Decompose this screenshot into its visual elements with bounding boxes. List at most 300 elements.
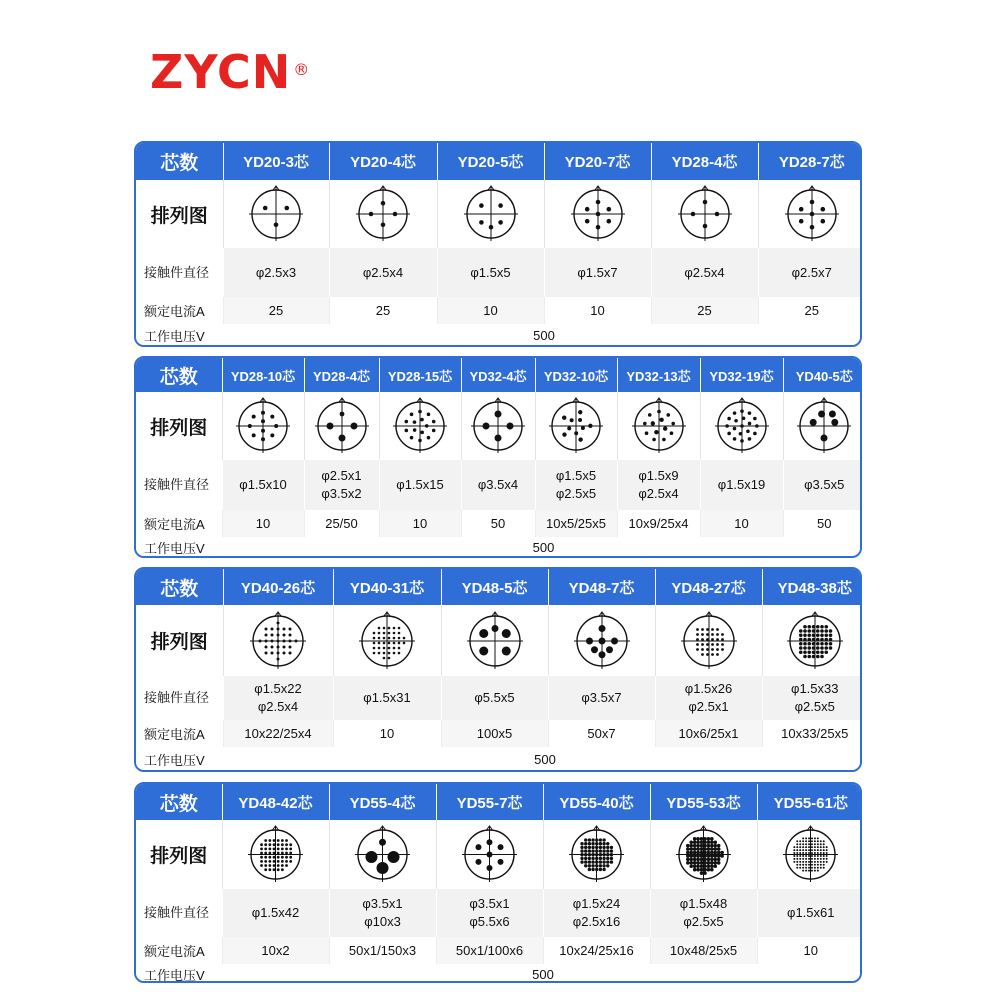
pin [383, 636, 386, 639]
pin [398, 631, 401, 634]
pin [802, 852, 804, 854]
pin [475, 844, 481, 850]
pin [591, 868, 594, 871]
pin [808, 843, 810, 845]
pin [823, 867, 825, 869]
pin [701, 653, 704, 656]
pin [283, 627, 286, 630]
pin [703, 858, 707, 862]
pin [817, 852, 819, 854]
pin [410, 436, 414, 440]
pin [696, 864, 700, 868]
pin [598, 651, 605, 658]
pin [755, 424, 759, 428]
pin [260, 856, 263, 859]
pin [713, 864, 717, 868]
contact-diameter [758, 248, 862, 297]
pin [808, 861, 810, 863]
pin [811, 646, 815, 650]
pin [686, 854, 690, 858]
pin [826, 849, 828, 851]
pin [799, 852, 801, 854]
pin [588, 857, 591, 860]
pin [403, 641, 406, 644]
pin [803, 641, 807, 645]
pin [599, 864, 602, 867]
pin [700, 840, 704, 844]
pin [707, 847, 711, 851]
pin [814, 849, 816, 851]
pin [599, 853, 602, 856]
pin [598, 637, 605, 644]
pin [799, 861, 801, 863]
pin [283, 645, 286, 648]
pin [817, 858, 819, 860]
pin [281, 847, 284, 850]
pin [816, 629, 820, 633]
diameter-value: φ1.5x48 [679, 896, 728, 911]
pin [611, 637, 618, 644]
pin [820, 840, 822, 842]
pin [588, 860, 591, 863]
contact-diameter [222, 460, 304, 510]
rated-current: 10x48/25x5 [650, 937, 757, 964]
rated-current: 10 [544, 297, 651, 324]
pin [588, 838, 591, 841]
pin [727, 417, 731, 421]
pin [588, 424, 592, 428]
pin [707, 861, 711, 865]
pin [281, 852, 284, 855]
pin [710, 854, 714, 858]
pin [271, 645, 274, 648]
pin [814, 861, 816, 863]
pin [686, 851, 690, 855]
pin [595, 838, 598, 841]
voltage-row [136, 964, 862, 983]
pin [814, 855, 816, 857]
pin [602, 838, 605, 841]
pin [716, 643, 719, 646]
spec-table-1 [134, 141, 862, 347]
pin [814, 840, 816, 842]
pin [289, 856, 292, 859]
rated-current: 10 [437, 297, 544, 324]
pin [643, 422, 647, 426]
pin [828, 637, 832, 641]
pin-layout-diagram [461, 392, 535, 460]
pin [799, 637, 803, 641]
pin [602, 864, 605, 867]
pin [713, 844, 717, 848]
pin [703, 861, 707, 865]
pin [595, 864, 598, 867]
pin [720, 851, 724, 855]
pin [289, 843, 292, 846]
pin [274, 223, 279, 228]
pin [693, 861, 697, 865]
pin [706, 653, 709, 656]
pin [734, 419, 738, 423]
pin [710, 868, 714, 872]
pin [427, 436, 431, 440]
pin [799, 633, 803, 637]
pin [283, 651, 286, 654]
pin-layout-diagram [700, 392, 783, 460]
pin [811, 852, 813, 854]
pin [711, 628, 714, 631]
pin [388, 646, 391, 649]
pin [805, 852, 807, 854]
pin [811, 650, 815, 654]
pin [808, 840, 810, 842]
contact-diameter [651, 248, 758, 297]
pin [802, 837, 804, 839]
pin [277, 860, 280, 863]
diameter-value: φ3.5x7 [581, 690, 622, 705]
pin [580, 849, 583, 852]
diameter-value: φ2.5x16 [572, 914, 621, 929]
spec-table-3 [134, 567, 862, 772]
pin [828, 646, 832, 650]
pin [811, 861, 813, 863]
pin [716, 648, 719, 651]
pin [393, 646, 396, 649]
pin [654, 430, 658, 434]
contact-diameter [783, 460, 862, 510]
pin [811, 629, 815, 633]
pin [811, 870, 813, 872]
pin [578, 437, 582, 441]
diameter-label: 接触件直径 [136, 248, 223, 297]
pin [562, 416, 566, 420]
pin [420, 418, 424, 422]
pin [591, 857, 594, 860]
pin [581, 426, 585, 430]
pin [591, 842, 594, 845]
pin [487, 865, 493, 871]
diameter-value: φ3.5x1 [362, 896, 403, 911]
pin [808, 864, 810, 866]
pin [420, 431, 424, 435]
pin [700, 854, 704, 858]
pin [487, 839, 493, 845]
current-row [136, 297, 862, 324]
pin [268, 852, 271, 855]
pin [610, 846, 613, 849]
pin [588, 853, 591, 856]
pin [283, 633, 286, 636]
model-name: YD40-31芯 [333, 569, 441, 605]
pin [826, 855, 828, 857]
pin [393, 651, 396, 654]
pin [277, 645, 280, 648]
pin [289, 852, 292, 855]
pin [824, 624, 828, 628]
pin [717, 847, 721, 851]
pin [574, 431, 578, 435]
pin [578, 418, 582, 422]
pin [820, 633, 824, 637]
pin [799, 646, 803, 650]
model-name: YD28-4芯 [651, 143, 758, 180]
pin [701, 648, 704, 651]
pin [584, 207, 589, 212]
pin [811, 633, 815, 637]
pin [713, 840, 717, 844]
rated-current: 10x33/25x5 [762, 720, 862, 747]
model-name: YD55-4芯 [329, 784, 436, 820]
pin [693, 868, 697, 872]
pin [747, 422, 751, 426]
pin [706, 638, 709, 641]
pin [809, 225, 814, 230]
pin [393, 626, 396, 629]
pin [289, 633, 292, 636]
pin [700, 864, 704, 868]
model-name: YD28-15芯 [379, 358, 461, 392]
pin [816, 633, 820, 637]
pin [277, 627, 280, 630]
pin [606, 219, 611, 224]
pin [820, 219, 825, 224]
contact-diameter [548, 676, 655, 720]
pin [799, 864, 801, 866]
pin [666, 413, 670, 417]
pin [381, 223, 386, 228]
pin [285, 847, 288, 850]
model-name: YD55-7芯 [436, 784, 543, 820]
pin [808, 858, 810, 860]
pin [700, 837, 704, 841]
pin [584, 838, 587, 841]
pin [814, 867, 816, 869]
pin [717, 861, 721, 865]
pin [277, 651, 280, 654]
pin [584, 846, 587, 849]
current-label: 额定电流A [136, 720, 223, 747]
layout-label: 排列图 [136, 605, 223, 676]
cores-label: 芯数 [136, 569, 223, 605]
model-name: YD55-53芯 [650, 784, 757, 820]
contact-diameter [617, 460, 700, 510]
pin [378, 641, 381, 644]
pin [797, 852, 799, 854]
pin [350, 423, 357, 430]
pin [383, 641, 386, 644]
diameter-value: φ3.5x1 [469, 896, 510, 911]
pin [808, 837, 810, 839]
pin [689, 864, 693, 868]
pin [588, 842, 591, 845]
pin [820, 654, 824, 658]
header-row [136, 358, 862, 392]
pin [285, 839, 288, 842]
pin [584, 219, 589, 224]
cores-label: 芯数 [136, 358, 222, 392]
pin [584, 860, 587, 863]
pin [289, 847, 292, 850]
pin [794, 852, 796, 854]
pin [277, 856, 280, 859]
pin-layout-diagram [783, 392, 862, 460]
pin [711, 653, 714, 656]
pin [686, 847, 690, 851]
pin [339, 412, 344, 417]
pin [693, 844, 697, 848]
pin [716, 653, 719, 656]
pin [289, 645, 292, 648]
pin [277, 868, 280, 871]
pin [820, 650, 824, 654]
pin [811, 867, 813, 869]
pin [388, 631, 391, 634]
pin [738, 432, 742, 436]
pin-layout-diagram [535, 392, 617, 460]
pin [289, 860, 292, 863]
model-name: YD48-27芯 [655, 569, 762, 605]
pin [602, 853, 605, 856]
pin [652, 438, 656, 442]
pin-layout-diagram [543, 820, 650, 889]
pin [824, 637, 828, 641]
pin [425, 424, 429, 428]
pin [584, 857, 587, 860]
pin [277, 839, 280, 842]
pin [277, 633, 280, 636]
pin [716, 638, 719, 641]
pin [285, 852, 288, 855]
pin [644, 431, 648, 435]
pin [710, 864, 714, 868]
contact-diameter [543, 889, 650, 937]
pin [703, 868, 707, 872]
diameter-value: φ5.5x5 [474, 690, 515, 705]
pin [696, 844, 700, 848]
pin [747, 437, 751, 441]
pin [797, 864, 799, 866]
pin [501, 646, 510, 655]
pin [479, 220, 484, 225]
pin-layout-diagram [437, 180, 544, 248]
pin [588, 849, 591, 852]
pin [707, 854, 711, 858]
pin [700, 847, 704, 851]
pin [805, 870, 807, 872]
pin [393, 641, 396, 644]
pin [799, 629, 803, 633]
pin [498, 203, 503, 208]
pin [805, 840, 807, 842]
pin [686, 844, 690, 848]
diameter-value: φ5.5x6 [469, 914, 510, 929]
pin [671, 422, 675, 426]
pin [507, 423, 514, 430]
rated-current: 50 [783, 510, 862, 537]
pin [823, 855, 825, 857]
pin [828, 633, 832, 637]
pin [829, 411, 836, 418]
pin [270, 433, 274, 437]
pin [700, 861, 704, 865]
pin [700, 871, 704, 875]
pin [285, 864, 288, 867]
pin [707, 844, 711, 848]
pin [799, 840, 801, 842]
pin [741, 416, 745, 420]
pin [701, 643, 704, 646]
pin [281, 860, 284, 863]
contact-diameter [222, 889, 329, 937]
diameter-value: φ1.5x24 [572, 896, 621, 911]
pin-layout-diagram [329, 180, 437, 248]
pin [647, 413, 651, 417]
pin [689, 847, 693, 851]
pin [711, 633, 714, 636]
pin [703, 844, 707, 848]
pin [807, 641, 811, 645]
pin [289, 651, 292, 654]
model-name: YD20-3芯 [223, 143, 329, 180]
pin [599, 857, 602, 860]
pin [268, 864, 271, 867]
pin [595, 853, 598, 856]
pin [826, 858, 828, 860]
pin [811, 837, 813, 839]
pin [602, 857, 605, 860]
pin [393, 631, 396, 634]
current-label: 额定电流A [136, 937, 222, 964]
diameter-value: φ2.5x5 [794, 699, 835, 714]
pin [721, 643, 724, 646]
pin [811, 864, 813, 866]
pin [720, 854, 724, 858]
pin [591, 860, 594, 863]
rated-current: 25 [651, 297, 758, 324]
pin [821, 435, 828, 442]
pin [693, 858, 697, 862]
diameter-value: φ2.5x3 [255, 264, 297, 280]
pin [595, 842, 598, 845]
pin [803, 629, 807, 633]
model-name: YD40-5芯 [783, 358, 862, 392]
pin [716, 633, 719, 636]
pin [606, 860, 609, 863]
diameter-value: φ2.5x1 [688, 699, 729, 714]
pin [807, 624, 811, 628]
pin [610, 849, 613, 852]
pin [817, 870, 819, 872]
pin [701, 628, 704, 631]
pin [826, 861, 828, 863]
pin-layout-diagram [223, 605, 333, 676]
pin [820, 624, 824, 628]
pin [265, 627, 268, 630]
pin [259, 639, 262, 642]
pin [365, 851, 377, 863]
contact-diameter [544, 248, 651, 297]
pin [703, 871, 707, 875]
pin [802, 867, 804, 869]
pin [383, 646, 386, 649]
pin [479, 629, 488, 638]
pin [805, 861, 807, 863]
pin [602, 846, 605, 849]
pin [826, 852, 828, 854]
pin [711, 648, 714, 651]
diameter-value: φ2.5x5 [555, 486, 597, 501]
pin [824, 641, 828, 645]
